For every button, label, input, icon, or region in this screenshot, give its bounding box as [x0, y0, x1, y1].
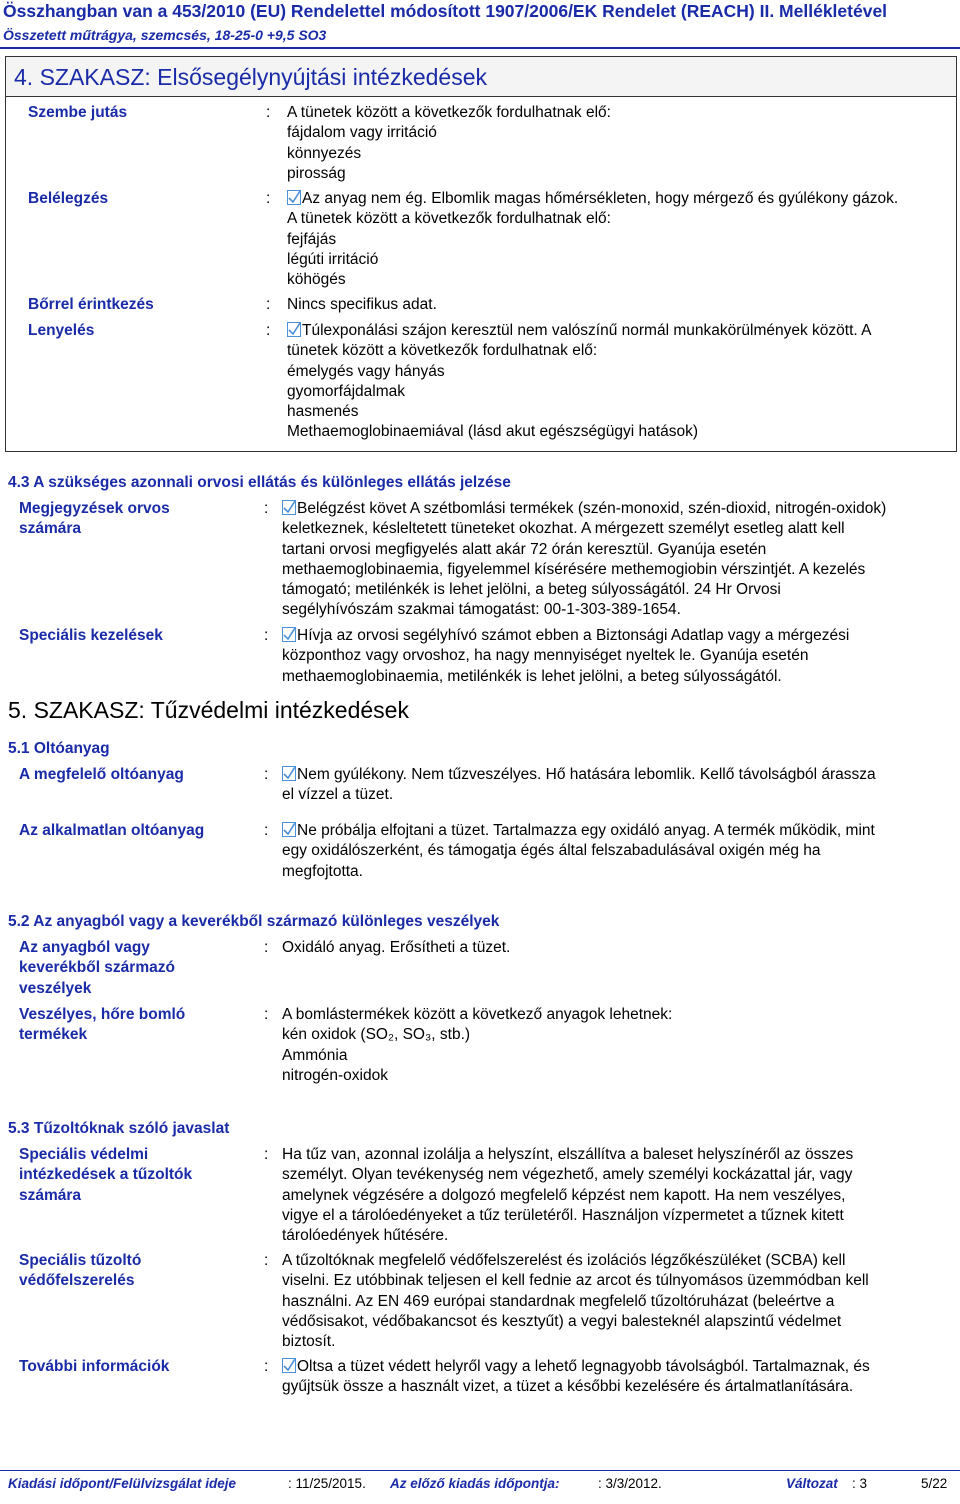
- footer-issue-date-label: Kiadási időpont/Felülvizsgálat ideje: [8, 1476, 237, 1491]
- hazardous-thermal-decomposition-text: A bomlástermékek között a következő anyagok lehetnek: kén oxidok (SO₂, SO₃, stb.) Ammónia nitrogén-oxidok: [282, 1006, 673, 1084]
- subsection-5-1-title: 5.1 Oltóanyag: [8, 740, 110, 757]
- checkmark-icon: [287, 190, 301, 205]
- colon: :: [264, 1252, 269, 1269]
- colon: :: [264, 939, 269, 956]
- hazards-from-substance-text: Oxidáló anyag. Erősítheti a tüzet.: [282, 939, 511, 956]
- special-protective-actions-text: Ha tűz van, azonnal izolálja a helyszínt, elszállítva a baleset helyszínéről az összes személyt. Olyan tevékenység nem végezhető, amely személyi kockázattal jár, vagy amelynek végzésére a dolgozó megfelelő képzést nem kapott. Ha nem veszélyes, vigye el a tárolóedényeket a tűz területéről. Használjon vízpermetet a tűznek kitett tárolóedények hűtésére.: [282, 1146, 854, 1245]
- colon: :: [266, 296, 271, 313]
- section-4-title: 4. SZAKASZ: Elsősegélynyújtási intézkedések: [14, 64, 488, 90]
- label-notes-for-physician: Megjegyzések orvos számára: [19, 500, 170, 538]
- product-name: Összetett műtrágya, szemcsés, 18-25-0 +9,5 SO3: [3, 27, 327, 43]
- specific-treatments-text: Hívja az orvosi segélyhívó számot ebben a Biztonsági Adatlap vagy a mérgezési központhoz vagy orvoshoz, ha nagy mennyiséget nyeltek le. Gyanúja esetén methaemoglobinaemia, metilénkék is lehet jelölni, a beteg súlyosságától.: [282, 627, 850, 685]
- colon: :: [264, 500, 269, 517]
- label-eye-contact: Szembe jutás: [28, 104, 128, 121]
- notes-for-physician-text: Belégzést követ A szétbomlási termékek (szén-monoxid, szén-dioxid, nitrogén-oxidok) keletkeznek, késleltetett tüneteket okozhat. A mérgezett személyt esetleg alatt kell tartani orvosi megfigyelés alatt akár 72 órán keresztül. Gyanúja esetén methaemoglobinaemia, figyelemmel kísérésére methemogiobin vérszintjét. A kezelés támogató; metilénkék is lehet jelölni, a beteg súlyosságától. 24 Hr Orvosi segélyhívószám szakmai támogatást: 00-1-303-389-1654.: [282, 500, 887, 619]
- footer-previous-date-label: Az előző kiadás időpontja:: [390, 1476, 560, 1491]
- label-suitable-extinguishing-media: A megfelelő oltóanyag: [19, 766, 184, 783]
- subsection-4-3-title: 4.3 A szükséges azonnali orvosi ellátás és különleges ellátás jelzése: [8, 474, 511, 491]
- footer-previous-date-value: : 3/3/2012.: [598, 1476, 662, 1491]
- subsection-5-3-title: 5.3 Tűzoltóknak szóló javaslat: [8, 1120, 230, 1137]
- colon: :: [264, 766, 269, 783]
- label-ingestion: Lenyelés: [28, 322, 95, 339]
- skin-contact-text: Nincs specifikus adat.: [287, 296, 437, 313]
- colon: :: [264, 627, 269, 644]
- checkmark-icon: [282, 766, 296, 781]
- header-divider: [0, 47, 960, 49]
- colon: :: [266, 190, 271, 207]
- colon: :: [264, 822, 269, 839]
- checkmark-icon: [287, 322, 301, 337]
- label-further-information: További információk: [19, 1358, 170, 1375]
- label-special-protective-actions: Speciális védelmi intézkedések a tűzoltók számára: [19, 1146, 193, 1204]
- colon: :: [266, 322, 271, 339]
- eye-contact-text: A tünetek között a következők fordulhatnak elő: fájdalom vagy irritáció könnyezés pirosság: [287, 104, 611, 182]
- label-inhalation: Belélegzés: [28, 190, 109, 207]
- suitable-extinguishing-media-text: Nem gyúlékony. Nem tűzveszélyes. Hő hatására lebomlik. Kellő távolságból árassza el vízzel a tüzet.: [282, 766, 876, 804]
- footer-version-label: Változat: [786, 1476, 838, 1491]
- checkmark-icon: [282, 500, 296, 515]
- label-special-protective-equipment: Speciális tűzoltó védőfelszerelés: [19, 1252, 142, 1290]
- checkmark-icon: [282, 822, 296, 837]
- inhalation-text: Az anyag nem ég. Elbomlik magas hőmérsékleten, hogy mérgező és gyúlékony gázok. A tünetek között a következők fordulhatnak elő: fejfájás légúti irritáció köhögés: [287, 190, 899, 289]
- colon: :: [264, 1358, 269, 1375]
- section-5-title: 5. SZAKASZ: Tűzvédelmi intézkedések: [8, 697, 409, 723]
- colon: :: [264, 1006, 269, 1023]
- label-hazards-from-substance: Az anyagból vagy keverékből származó veszélyek: [19, 939, 175, 997]
- special-protective-equipment-text: A tűzoltóknak megfelelő védőfelszerelést és izolációs légzőkészüléket (SCBA) kell viselni. Ez utóbbinak teljesen el kell fednie az arcot és túlnyomásos üzemmódban kell használni. Az EN 469 európai standardnak megfelelő tűzoltóruházat (beleértve a védősisakot, védőbakancsot és kesztyűt) a vegyi balesteknél alapszintű védelmet biztosít.: [282, 1252, 869, 1351]
- subsection-5-2-title: 5.2 Az anyagból vagy a keverékből származó különleges veszélyek: [8, 913, 500, 930]
- label-unsuitable-extinguishing-media: Az alkalmatlan oltóanyag: [19, 822, 205, 839]
- colon: :: [266, 104, 271, 121]
- section-4-heading-box: [5, 56, 957, 97]
- label-hazardous-thermal-decomposition: Veszélyes, hőre bomló termékek: [19, 1006, 186, 1044]
- checkmark-icon: [282, 1358, 296, 1373]
- checkmark-icon: [282, 627, 296, 642]
- colon: :: [264, 1146, 269, 1163]
- footer-version-value: : 3: [852, 1476, 868, 1491]
- label-skin-contact: Bőrrel érintkezés: [28, 296, 154, 313]
- footer-issue-date-value: : 11/25/2015.: [288, 1476, 366, 1491]
- footer-page-number: 5/22: [921, 1476, 948, 1491]
- unsuitable-extinguishing-media-text: Ne próbálja elfojtani a tüzet. Tartalmazza egy oxidáló anyag. A termék működik, mint egy oxidálószerként, és támogatja égés által felszabadulásával oxigén még ha megfojtotta.: [282, 822, 875, 880]
- label-specific-treatments: Speciális kezelések: [19, 627, 163, 644]
- document-header-title: Összhangban van a 453/2010 (EU) Rendelettel módosított 1907/2006/EK Rendelet (REACH) II. Mellékletével: [3, 1, 888, 21]
- further-information-text: Oltsa a tüzet védett helyről vagy a lehető legnagyobb távolságból. Tartalmaznak, és gyűjtsük össze a használt vizet, a tüzet a későbbi kezelésére és ártalmatlanítására.: [282, 1358, 870, 1396]
- ingestion-text: Túlexponálási szájon keresztül nem valószínű normál munkakörülmények között. A tünetek között a következők fordulhatnak elő: émelygés vagy hányás gyomorfájdalmak hasmenés Methaemoglobinaemiával (lásd akut egészségügyi hatások): [287, 322, 872, 441]
- footer-divider: [0, 1470, 960, 1471]
